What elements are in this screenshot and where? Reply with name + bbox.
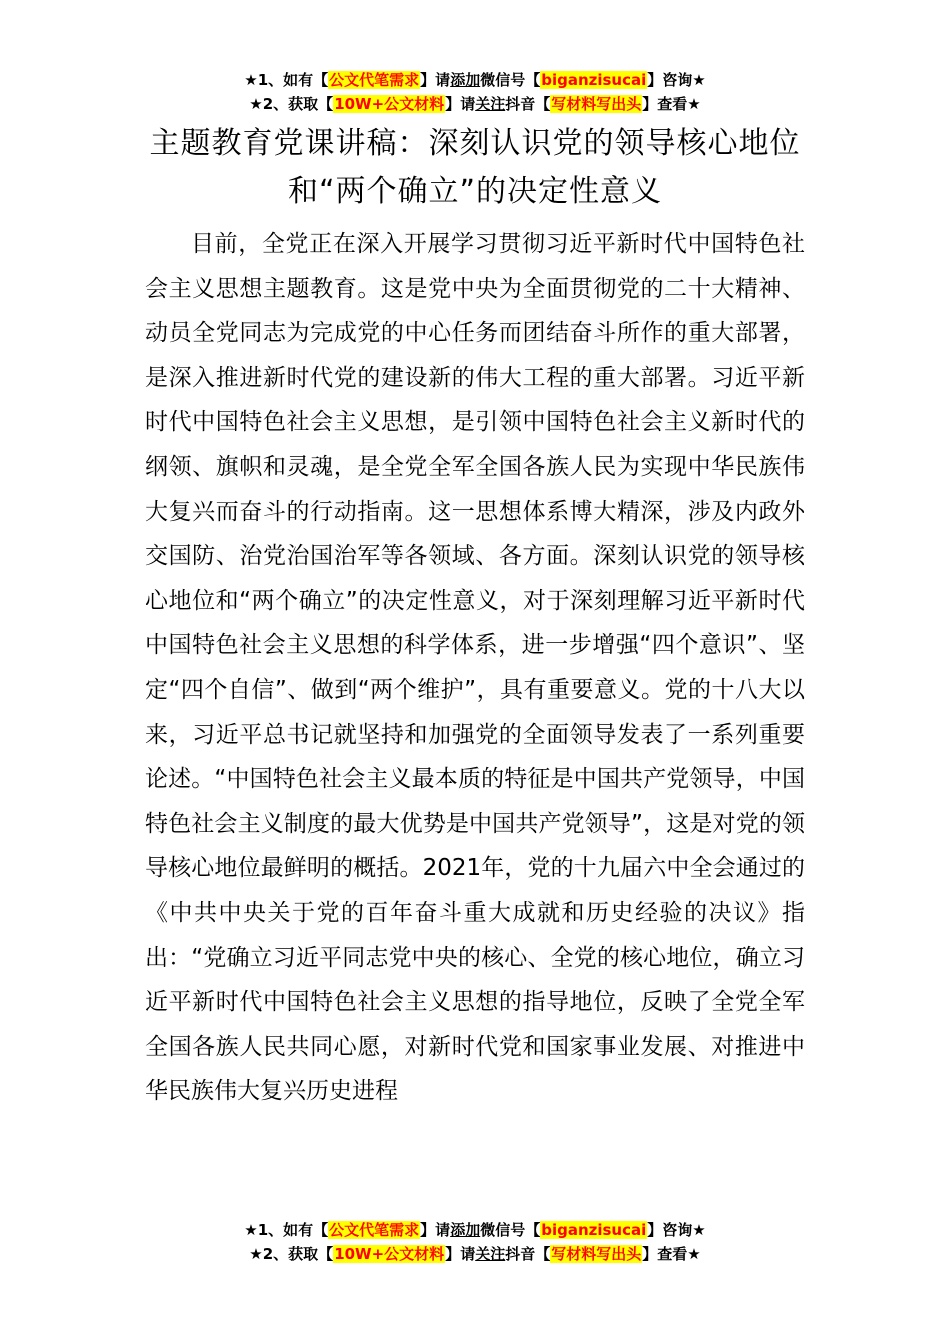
promo-materials-highlight: 10W+公文材料 bbox=[334, 1245, 445, 1263]
promo-line-1-middle2: 微信号【 bbox=[480, 1221, 541, 1239]
promo-douyin-id-highlight: 写材料写出头 bbox=[551, 1245, 642, 1263]
promo-line-2-suffix: 】查看★ bbox=[642, 95, 701, 113]
promo-ghostwriting-highlight: 公文代笔需求 bbox=[329, 71, 420, 89]
promo-line-1-prefix: ★1、如有【 bbox=[244, 1221, 329, 1239]
promo-line-1-middle2: 微信号【 bbox=[480, 71, 541, 89]
promo-line-1 bbox=[0, 1218, 950, 1242]
promo-follow-underlined: 关注 bbox=[475, 95, 506, 113]
promo-line-1-suffix: 】咨询★ bbox=[647, 1221, 706, 1239]
promo-line-2-middle: 】请 bbox=[445, 1245, 476, 1263]
promo-materials-highlight: 10W+公文材料 bbox=[334, 95, 445, 113]
promo-line-2-middle2: 抖音【 bbox=[505, 95, 551, 113]
document-title: 主题教育党课讲稿：深刻认识党的领导核心地位和“两个确立”的决定性意义 bbox=[149, 126, 801, 209]
promo-add-underlined: 添加 bbox=[450, 71, 481, 89]
promo-line-1-prefix: ★1、如有【 bbox=[244, 71, 329, 89]
document-paragraph: 目前，全党正在深入开展学习贯彻习近平新时代中国特色社会主义思想主题教育。这是党中央为全面贯彻党的二十大精神、动员全党同志为完成党的中心任务而团结奋斗所作的重大部署，是深入推进新时代党的建设新的伟大工程的重大部署。习近平新时代中国特色社会主义思想，是引领中国特色社会主义新时代的纲领、旗帜和灵魂，是全党全军全国各族人民为实现中华民族伟大复兴而奋斗的行动指南。这一思想体系博大精深，涉及内政外交国防、治党治国治军等各领域、各方面。深刻认识党的领导核心地位和“两个确立”的决定性意义，对于深刻理解习近平新时代中国特色社会主义思想的科学体系，进一步增强“四个意识”、坚定“四个自信”、做到“两个维护”，具有重要意义。党的十八大以来，习近平总书记就坚持和加强党的全面领导发表了一系列重要论述。“中国特色社会主义最本质的特征是中国共产党领导，中国特色社会主义制度的最大优势是中国共产党领导”，这是对党的领导核心地位最鲜明的概括。2021年，党的十九届六中全会通过的《中共中央关于党的百年奋斗重大成就和历史经验的决议》指出：“党确立习近平同志党中央的核心、全党的核心地位，确立习近平新时代中国特色社会主义思想的指导地位，反映了全党全军全国各族人民共同心愿，对新时代党和国家事业发展、对推进中华民族伟大复兴历史进程 bbox=[145, 231, 805, 1105]
promo-line-2-middle: 】请 bbox=[445, 95, 476, 113]
promo-wechat-id-highlight: biganzisucai bbox=[541, 1221, 647, 1239]
promo-line-2 bbox=[0, 1242, 950, 1266]
promo-line-1 bbox=[0, 68, 950, 92]
promo-line-2-prefix: ★2、获取【 bbox=[249, 95, 334, 113]
header-promo bbox=[0, 68, 950, 116]
promo-line-1-middle: 】请 bbox=[420, 71, 451, 89]
promo-follow-underlined: 关注 bbox=[475, 1245, 506, 1263]
promo-douyin-id-highlight: 写材料写出头 bbox=[551, 95, 642, 113]
promo-line-2-prefix: ★2、获取【 bbox=[249, 1245, 334, 1263]
promo-ghostwriting-highlight: 公文代笔需求 bbox=[329, 1221, 420, 1239]
promo-line-1-middle: 】请 bbox=[420, 1221, 451, 1239]
promo-line-2 bbox=[0, 92, 950, 116]
promo-add-underlined: 添加 bbox=[450, 1221, 481, 1239]
promo-wechat-id-highlight: biganzisucai bbox=[541, 71, 647, 89]
promo-line-2-suffix: 】查看★ bbox=[642, 1245, 701, 1263]
promo-line-1-suffix: 】咨询★ bbox=[647, 71, 706, 89]
footer-promo bbox=[0, 1218, 950, 1266]
promo-line-2-middle2: 抖音【 bbox=[505, 1245, 551, 1263]
